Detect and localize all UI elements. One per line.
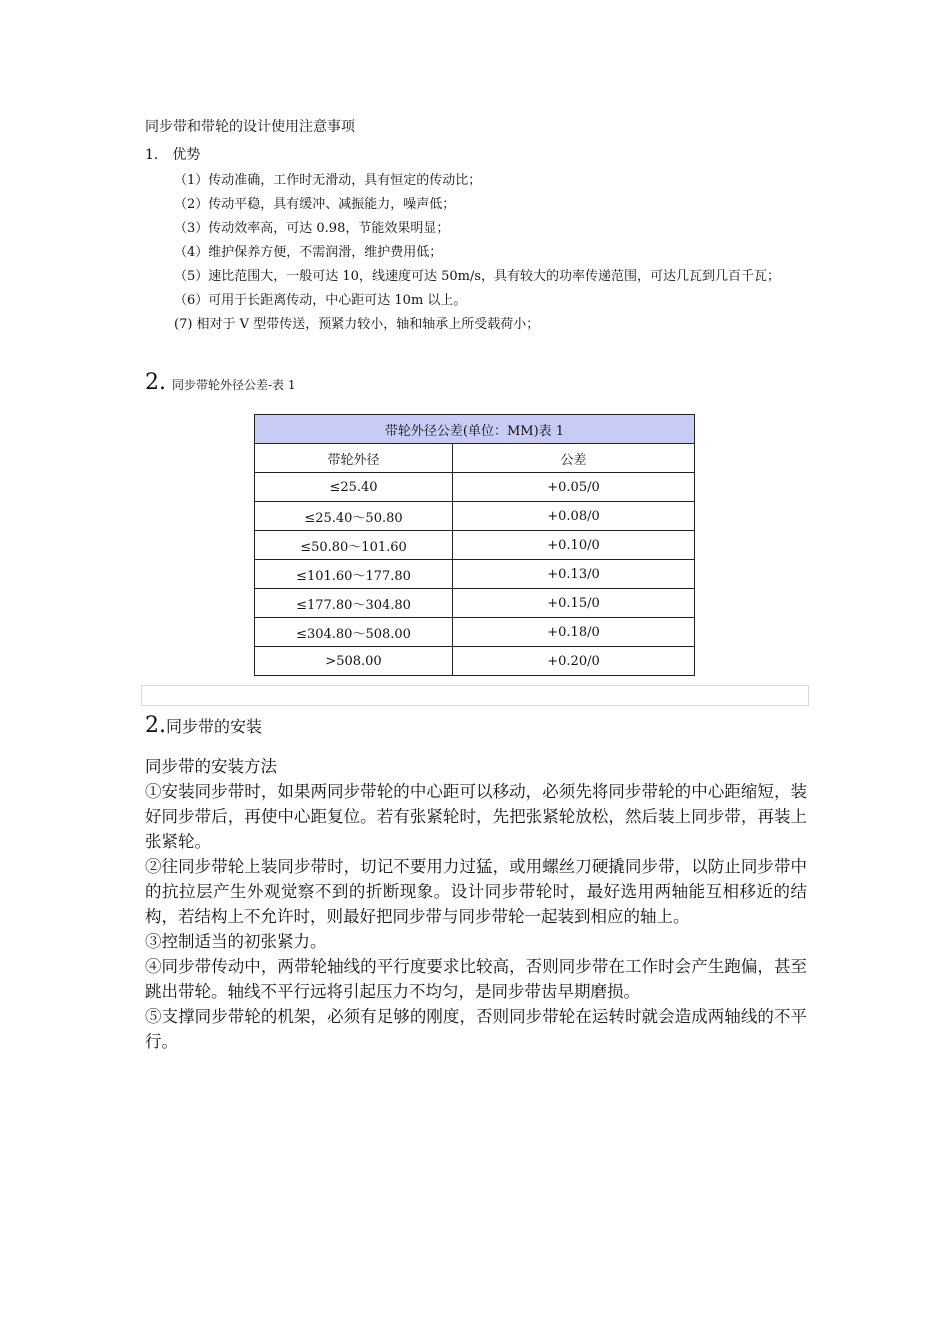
- table-row: [255, 560, 695, 589]
- table-row: [255, 531, 695, 560]
- table-row: [255, 647, 695, 676]
- table-header-row: [255, 444, 695, 473]
- advantage-item: （6）可用于长距离传动，中心距可达 10m 以上。: [174, 293, 467, 308]
- advantage-list: [145, 169, 815, 337]
- tolerance-section-heading: [145, 369, 296, 397]
- tolerance-cell: +0.20/0: [453, 647, 695, 676]
- diameter-cell: ≤50.80～101.60: [255, 531, 453, 560]
- table-row: [255, 502, 695, 531]
- diameter-cell: ≤101.60～177.80: [255, 560, 453, 589]
- installation-body: [145, 754, 807, 1054]
- section-number: 2.: [145, 713, 166, 738]
- section-number: 2.: [145, 370, 166, 395]
- advantage-item: （4）维护保养方便，不需润滑，维护费用低；: [174, 245, 443, 260]
- installation-step: ②往同步带轮上装同步带时，切记不要用力过猛，或用螺丝刀硬撬同步带，以防止同步带中的抗拉层产生外观觉察不到的折断现象。设计同步带轮时，最好选用两轴能互相移近的结构，若结构上不允许时，则最好把同步带与同步带轮一起装到相应的轴上。: [145, 857, 807, 926]
- tolerance-cell: +0.18/0: [453, 618, 695, 647]
- table-row: [255, 618, 695, 647]
- advantage-item: （2）传动平稳，具有缓冲、减振能力，噪声低；: [174, 197, 456, 212]
- table-row: [255, 473, 695, 502]
- column-header-tolerance: 公差: [453, 444, 695, 473]
- advantage-item: （5）速比范围大，一般可达 10，线速度可达 50m/s，具有较大的功率传递范围，可达几瓦到几百千瓦；: [174, 269, 780, 284]
- section-heading: 同步带轮外径公差-表 1: [172, 378, 296, 392]
- section-heading: 优势: [172, 147, 201, 163]
- table-caption: 带轮外径公差(单位：MM)表 1: [255, 415, 695, 444]
- advantages-heading: [145, 145, 815, 165]
- advantage-item: （3）传动效率高，可达 0.98，节能效果明显；: [174, 221, 450, 236]
- column-header-diameter: 带轮外径: [255, 444, 453, 473]
- tolerance-cell: +0.08/0: [453, 502, 695, 531]
- empty-frame: [141, 685, 809, 706]
- diameter-cell: ≤304.80～508.00: [255, 618, 453, 647]
- section-heading: 同步带的安装: [166, 717, 263, 736]
- diameter-cell: ≤25.40: [255, 473, 453, 502]
- diameter-cell: >508.00: [255, 647, 453, 676]
- method-title: 同步带的安装方法: [145, 757, 277, 776]
- tolerance-cell: +0.10/0: [453, 531, 695, 560]
- section-number: 1.: [145, 147, 159, 163]
- tolerance-cell: +0.15/0: [453, 589, 695, 618]
- installation-step: ③控制适当的初张紧力。: [145, 932, 327, 951]
- installation-step: ⑤支撑同步带轮的机架，必须有足够的刚度，否则同步带轮在运转时就会造成两轴线的不平行。: [145, 1007, 807, 1051]
- tolerance-cell: +0.05/0: [453, 473, 695, 502]
- table-row: [255, 589, 695, 618]
- diameter-cell: ≤25.40～50.80: [255, 502, 453, 531]
- tolerance-cell: +0.13/0: [453, 560, 695, 589]
- document-title: 同步带和带轮的设计使用注意事项: [145, 119, 355, 135]
- advantages-section: [145, 145, 815, 337]
- installation-section-heading: [145, 712, 262, 741]
- installation-step: ①安装同步带时，如果两同步带轮的中心距可以移动，必须先将同步带轮的中心距缩短，装好同步带后，再使中心距复位。若有张紧轮时，先把张紧轮放松，然后装上同步带，再装上张紧轮。: [145, 782, 807, 851]
- installation-step: ④同步带传动中，两带轮轴线的平行度要求比较高，否则同步带在工作时会产生跑偏，甚至跳出带轮。轴线不平行远将引起压力不均匀，是同步带齿早期磨损。: [145, 957, 807, 1001]
- tolerance-table: [254, 414, 695, 676]
- diameter-cell: ≤177.80～304.80: [255, 589, 453, 618]
- advantage-item: （1）传动准确，工作时无滑动，具有恒定的传动比；: [174, 173, 482, 188]
- table-caption-row: [255, 415, 695, 444]
- advantage-item: (7) 相对于 V 型带传送，预紧力较小，轴和轴承上所受载荷小；: [174, 317, 540, 332]
